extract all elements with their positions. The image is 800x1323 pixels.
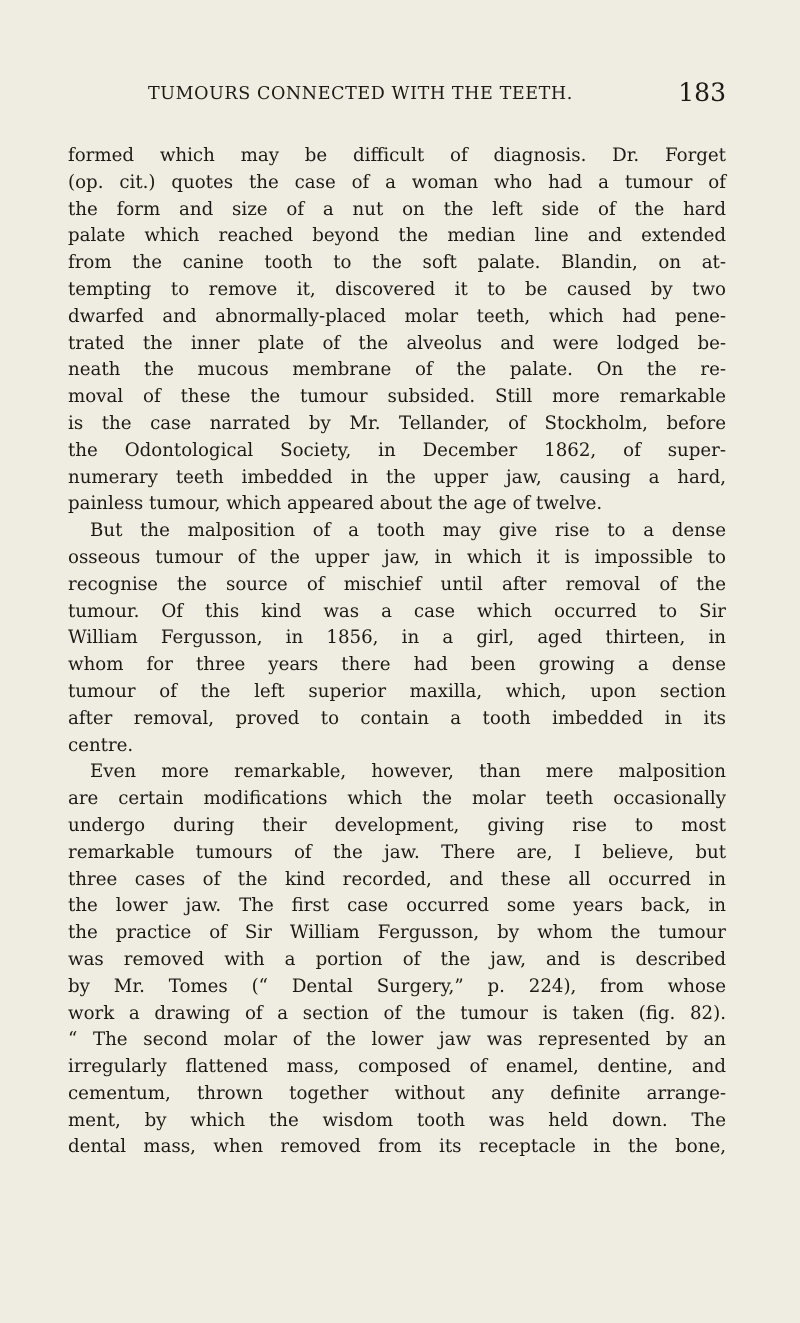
- text-line: tempting to remove it, discovered it to be caused by two: [68, 278, 726, 300]
- text-line: dwarfed and abnormally-placed molar teeth, which had pene-: [68, 305, 726, 327]
- text-line: remarkable tumours of the jaw. There are, I believe, but: [68, 841, 726, 863]
- text-line: William Fergusson, in 1856, in a girl, aged thirteen, in: [68, 627, 726, 649]
- text-line: tumour of the left superior maxilla, which, upon section: [68, 680, 726, 702]
- text-line: the lower jaw. The first case occurred some years back, in: [68, 895, 726, 917]
- text-line: moval of these the tumour subsided. Still more remarkable: [68, 386, 726, 408]
- running-head: [148, 78, 726, 118]
- text-line: dental mass, when removed from its receptacle in the bone,: [68, 1136, 726, 1158]
- text-line: are certain modifications which the molar teeth occasionally: [68, 788, 726, 810]
- text-line: painless tumour, which appeared about the age of twelve.: [68, 493, 603, 515]
- text-line: “ The second molar of the lower jaw was represented by an: [68, 1029, 726, 1051]
- text-line: tumour. Of this kind was a case which occurred to Sir: [68, 600, 726, 622]
- text-line: cementum, thrown together without any definite arrange-: [68, 1082, 726, 1104]
- text-line: (op. cit.) quotes the case of a woman who had a tumour of: [68, 171, 726, 193]
- running-title: TUMOURS CONNECTED WITH THE TEETH.: [148, 84, 573, 104]
- text-line: recognise the source of mischief until after removal of the: [68, 573, 726, 595]
- text-line: irregularly flattened mass, composed of enamel, dentine, and: [68, 1056, 726, 1078]
- text-line: numerary teeth imbedded in the upper jaw, causing a hard,: [68, 466, 726, 488]
- text-line: work a drawing of a section of the tumour is taken (fig. 82).: [68, 1002, 726, 1024]
- text-line: the form and size of a nut on the left side of the hard: [68, 198, 726, 220]
- text-line: the Odontological Society, in December 1862, of super-: [68, 439, 726, 461]
- text-line: the practice of Sir William Fergusson, by whom the tumour: [68, 922, 726, 944]
- text-line: osseous tumour of the upper jaw, in which it is impossible to: [68, 546, 726, 568]
- text-line: formed which may be difficult of diagnosis. Dr. Forget: [68, 145, 726, 166]
- text-line: centre.: [68, 734, 134, 756]
- text-line: three cases of the kind recorded, and these all occurred in: [68, 868, 726, 890]
- text-line: Even more remarkable, however, than mere malposition: [90, 761, 726, 783]
- text-line: was removed with a portion of the jaw, and is described: [68, 948, 726, 970]
- text-line: ment, by which the wisdom tooth was held down. The: [68, 1109, 726, 1131]
- text-line: whom for three years there had been growing a dense: [68, 654, 726, 676]
- text-line: trated the inner plate of the alveolus and were lodged be-: [68, 332, 726, 354]
- text-line: palate which reached beyond the median line and extended: [68, 225, 726, 247]
- text-line: from the canine tooth to the soft palate. Blandin, on at-: [68, 252, 726, 274]
- text-line: after removal, proved to contain a tooth imbedded in its: [68, 707, 726, 729]
- text-line: But the malposition of a tooth may give rise to a dense: [90, 520, 726, 542]
- text-line: is the case narrated by Mr. Tellander, of Stockholm, before: [68, 412, 726, 434]
- text-line: neath the mucous membrane of the palate. On the re-: [68, 359, 726, 381]
- text-line: by Mr. Tomes (“ Dental Surgery,” p. 224), from whose: [68, 975, 726, 997]
- body-text: [68, 143, 726, 1161]
- page-number: 183: [678, 78, 726, 107]
- text-line: undergo during their development, giving rise to most: [68, 814, 726, 836]
